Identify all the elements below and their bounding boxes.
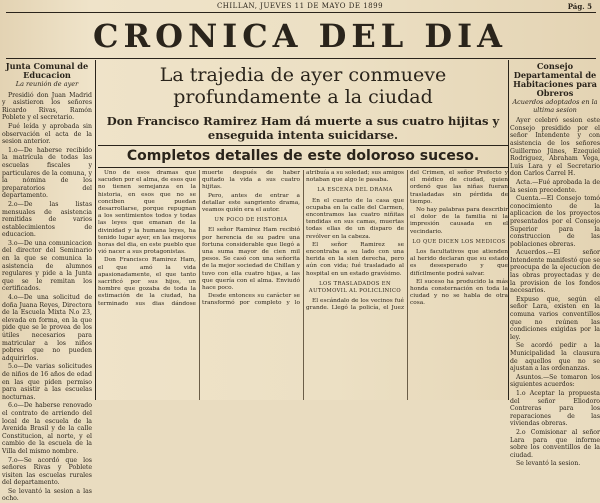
right-column xyxy=(510,60,600,468)
article-paragraph: Los facultativos que atienden al herido declaran que su estado es desesperado y que difícilmente podrá salvar. xyxy=(410,249,508,277)
right-paragraph: Expuso que, según el señor Lara, existen en la comuna varios conventillos que no reúnen las condiciones exigidas por la ley. xyxy=(510,295,600,341)
right-paragraph: Acuerdos.—El señor Intendente manifestó que se preocupa de la ejecucion de las obras proyectadas y de la provision de los fondos necesarios. xyxy=(510,249,600,295)
article-subheading: LOS TRASLADADOS EN AUTOMOVIL AL POLICLINICO xyxy=(308,280,402,295)
main-subheadline: Don Francisco Ramirez Ham dá muerte a sus cuatro hijitas y enseguida intenta suicidarse. xyxy=(106,114,500,142)
right-column-subtitle: Acuerdos adoptados en la ultima sesion xyxy=(512,98,598,114)
top-rule xyxy=(6,12,596,13)
left-paragraph: Se levantó la sesion a las ocho. xyxy=(2,487,92,503)
article-paragraph: Pero, antes de entrar a detallar este sangriento drama, veamos quién era el autor. xyxy=(202,192,300,214)
right-paragraph: Ayer celebró sesion este Consejo presidido por el señor Intendente y con asistencia de los señores Guillermo Jünes, Ezequiel Rodriguez, Abraham Vega, Luis Lara y el Secretario don Carlos Carrel H. xyxy=(510,117,600,178)
right-paragraph: Cuenta.—El Consejo tomó conocimiento de la aplicacion de los proyectos presentados por el Consejo Superior para la construccion de las poblaciones obreras. xyxy=(510,195,600,248)
article-subheading: UN POCO DE HISTORIA xyxy=(214,217,288,224)
article-paragraph: El escándalo de los vecinos fué grande. Llegó la policía, el Juez del Crimen, el señor Prefecto y el médico de ciudad, quien ordenó que las niñas fueran trasladadas sin pérdida de tiempo. xyxy=(306,170,508,312)
article-paragraph: En el cuarto de la casa que ocupaba en la calle del Carmen, encontramos las cuatro niñitas tendidas en sus camas, muertas todas ellas de un disparo de revólver en la cabeza. xyxy=(306,197,404,240)
masthead-rule xyxy=(6,58,596,59)
left-paragraph: 7.o—Se acordó que los señores Rivas y Poblete visiten las escuelas rurales del departamento. xyxy=(2,456,92,487)
right-paragraph: Asuntos.—Se tomaron los siguientes acuerdos: xyxy=(510,373,600,389)
masthead: CRONICA DEL DIA xyxy=(93,17,507,55)
section-rule xyxy=(98,167,508,168)
section-title: Completos detalles de este doloroso suceso. xyxy=(126,148,480,164)
left-column-subtitle: La reunión de ayer xyxy=(15,80,79,88)
article-paragraph: Desde entonces su carácter se transformó por completo y lo atribuía a su soledad; sus amigos notaban que algo le pasaba. xyxy=(202,170,404,307)
page-number: Pág. 5 xyxy=(567,2,592,11)
right-column-title: Consejo Departamental de Habitaciones para Obreros xyxy=(513,61,597,98)
article-paragraph: El suceso ha producido la más honda consternación en toda la ciudad y no se habla de otra cosa. xyxy=(410,278,508,307)
left-paragraph: 2.o—De las listas mensuales de asistencia remitidas de varios establecimientos de educacion. xyxy=(2,200,92,239)
column-divider xyxy=(95,60,96,400)
main-article-body xyxy=(98,170,508,400)
dateline: CHILLAN, JUEVES 11 DE MAYO DE 1899 xyxy=(216,2,384,10)
article-paragraph: Uno de esos dramas que sacuden por el alma, de esos que no tienen semejanza en la historia, en esos que no se conciben que puedan desarrollarse, porque repugnan a los sentimientos todos y todas las leyes que emanan de la divinidad y la humana leyes, ha tenido lugar ayer, en las mejores horas del dia, en este pueblo que vió nacer a sus protagonistas. xyxy=(98,170,196,256)
right-paragraph: 1.o Aceptar la propuesta del señor Eliodoro Contreras para los reparaciones de las viviendas obreras. xyxy=(510,389,600,428)
article-paragraph: No hay palabras para describir el dolor de la familia ni la impresión causada en el vecindario. xyxy=(410,207,508,235)
left-column-title: Junta Comunal de Educacion xyxy=(5,61,89,80)
left-paragraph: 3.o—De una comunicacion del director del Seminario en la que se comunica la asistencia de alumnos regulares y pide a la Junta que se le remitan los certificados. xyxy=(2,239,92,293)
left-paragraph: 1.o—De haberse recibido la matrícula de todas las escuelas fiscales y particulares de la comuna, y la nómina de los preparatorios del departamento. xyxy=(2,146,92,200)
right-paragraph: Se levantó la sesion. xyxy=(516,460,581,468)
article-paragraph: El señor Ramirez Ham recibió por herencia de su padre una fortuna considerable que llegó a una suma mayor de cien mil pesos. Se casó con una señorita de la mejor sociedad de Chillan y tuvo con ella cuatro hijas, a las que quería con el alma. Enviudó hace poco. xyxy=(202,227,300,292)
left-paragraph: Presidió don Juan Madrid y asistieron los señores Ricardo Rivas, Ramón Poblete y el secretario. xyxy=(2,91,92,122)
right-paragraph: 2.o Comisionar al señor Lara para que informe sobre los conventillos de la ciudad. xyxy=(510,428,600,459)
article-paragraph: Don Francisco Ramirez Ham, el que amó la vida apasionadamente, el que tanto sacrificó por sus hijos, un hombre que gozaba de toda la estimación de la ciudad, ha terminado sus dias dándose muerte después de haber quitado la vida a sus cuatro hijitas. xyxy=(98,170,300,307)
article-paragraph: El señor Ramirez se encontraba a su lado con una herida en la sien derecha, pero aún con vida; fué trasladado al hospital en un estado gravísimo. xyxy=(306,241,404,277)
headline-rule xyxy=(98,145,508,146)
left-paragraph: 6.o—De haberse renovado el contrato de arriendo del local de la escuela de la Avenida Brasil y de la calle Constitucion, al norte, y el cambio de la escuela de la Villa del mismo nombre. xyxy=(2,402,92,455)
left-paragraph: 5.o—De varias solicitudes de niños de 16 años de edad en las que piden permiso para asistir a las escuelas nocturnas. xyxy=(2,363,92,401)
column-divider xyxy=(508,60,509,400)
right-paragraph: Acta.—Fué aprobada la de la sesion precedente. xyxy=(510,178,600,194)
main-headline: La trajedia de ayer conmueve profundamente a la ciudad xyxy=(159,64,447,108)
left-paragraph: 4.o—De una solicitud de doña Juana Reyes, Directora de la Escuela Mixta N.o 23, elevada en forma, en la que pide que se le provea de los útiles necesarios para matricular a los niños pobres que no pueden adquirirlos. xyxy=(2,294,92,362)
article-subheading: LO QUE DICEN LOS MEDICOS xyxy=(412,238,506,245)
left-column xyxy=(2,60,92,503)
left-paragraph: Fué leída y aprobada sin observación el acta de la sesion anterior. xyxy=(2,122,92,146)
article-subheading: LA ESCENA DEL DRAMA xyxy=(317,187,393,194)
right-paragraph: Se acordó pedir a la Municipalidad la clausura de aquellos que no se ajustan a las ordenanzas. xyxy=(510,342,600,373)
